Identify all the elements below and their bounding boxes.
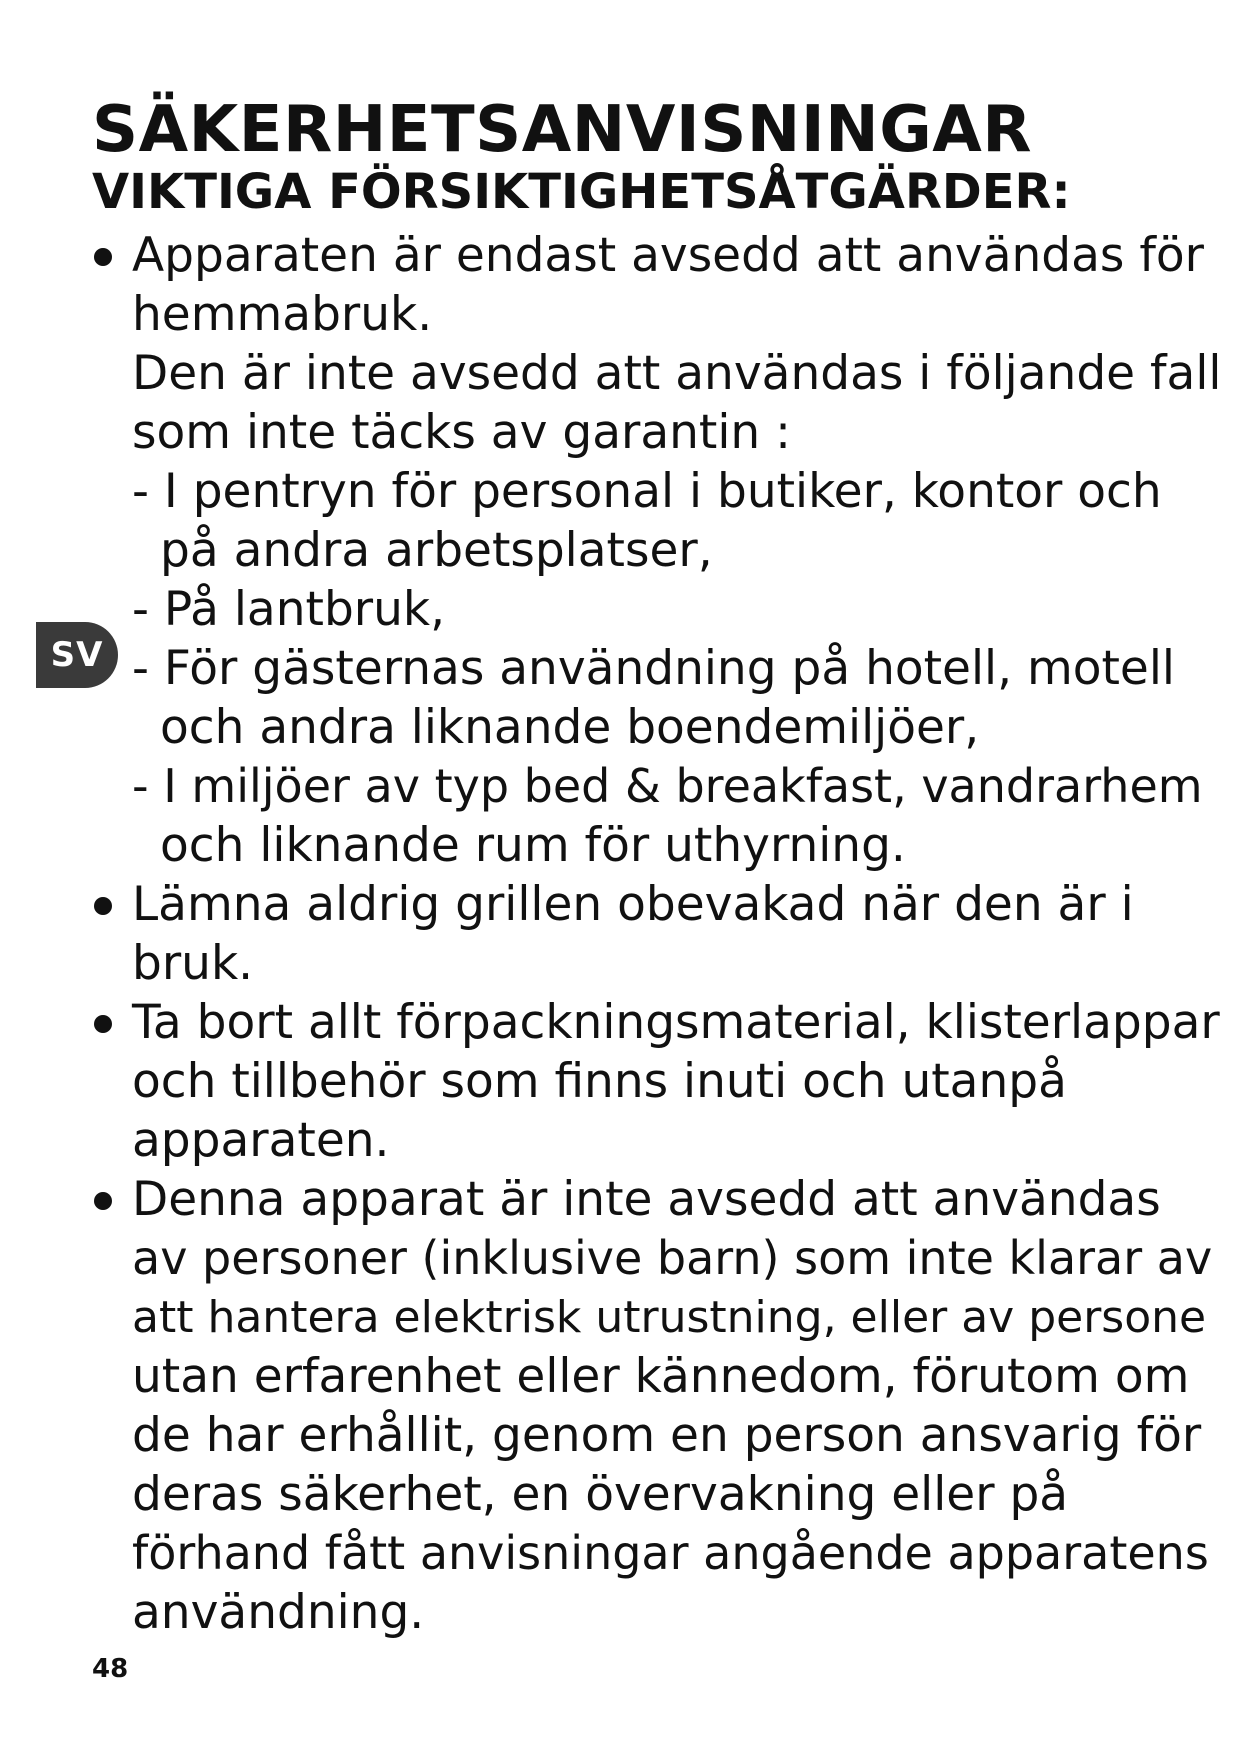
text-line: och andra liknande boendemiljöer, [160, 700, 980, 755]
page-number: 48 [92, 1654, 129, 1684]
text-line: av personer (inklusive barn) som inte klarar av [132, 1231, 1213, 1285]
text-line: användning. [132, 1585, 425, 1640]
page-title: SÄKERHETSANVISNINGAR [92, 93, 1033, 167]
language-tab: SV [36, 622, 118, 688]
safety-instructions [92, 226, 1222, 1642]
bullet-icon [94, 248, 112, 266]
dash-list-item: - På lantbruk, [132, 582, 446, 637]
section-subtitle: VIKTIGA FÖRSIKTIGHETSÅTGÄRDER: [92, 164, 1071, 220]
bullet-icon [94, 897, 112, 915]
text-line: de har erhållit, genom en person ansvarig för [132, 1408, 1202, 1463]
text-line: som inte täcks av garantin : [132, 405, 791, 460]
bullet-icon [94, 1192, 112, 1210]
bullet-icon [94, 1015, 112, 1033]
text-line: att hantera elektrisk utrustning, eller av persone [132, 1292, 1207, 1343]
text-line: på andra arbetsplatser, [160, 523, 713, 578]
text-line: och tillbehör som finns inuti och utanpå [132, 1054, 1067, 1109]
text-line: utan erfarenhet eller kännedom, förutom om [132, 1349, 1190, 1404]
text-line: bruk. [132, 936, 254, 991]
dash-list-item: - För gästernas användning på hotell, motell [132, 641, 1175, 696]
text-line: förhand fått anvisningar angående apparatens [132, 1526, 1209, 1580]
text-line: apparaten. [132, 1113, 390, 1168]
text-line: och liknande rum för uthyrning. [160, 818, 906, 873]
text-line: deras säkerhet, en övervakning eller på [132, 1467, 1069, 1522]
text-line: hemmabruk. [132, 287, 433, 342]
bullet-line: Apparaten är endast avsedd att användas för [92, 226, 1212, 285]
bullet-line: Denna apparat är inte avsedd att användas [92, 1170, 1212, 1229]
bullet-line: Lämna aldrig grillen obevakad när den är i [92, 875, 1212, 934]
dash-list-item: - I miljöer av typ bed & breakfast, vandrarhem [132, 759, 1203, 813]
dash-list-item: - I pentryn för personal i butiker, kontor och [132, 464, 1162, 519]
bullet-line: Ta bort allt förpackningsmaterial, klisterlappar [92, 993, 1212, 1052]
text-line: Den är inte avsedd att användas i följande fall [132, 346, 1222, 401]
